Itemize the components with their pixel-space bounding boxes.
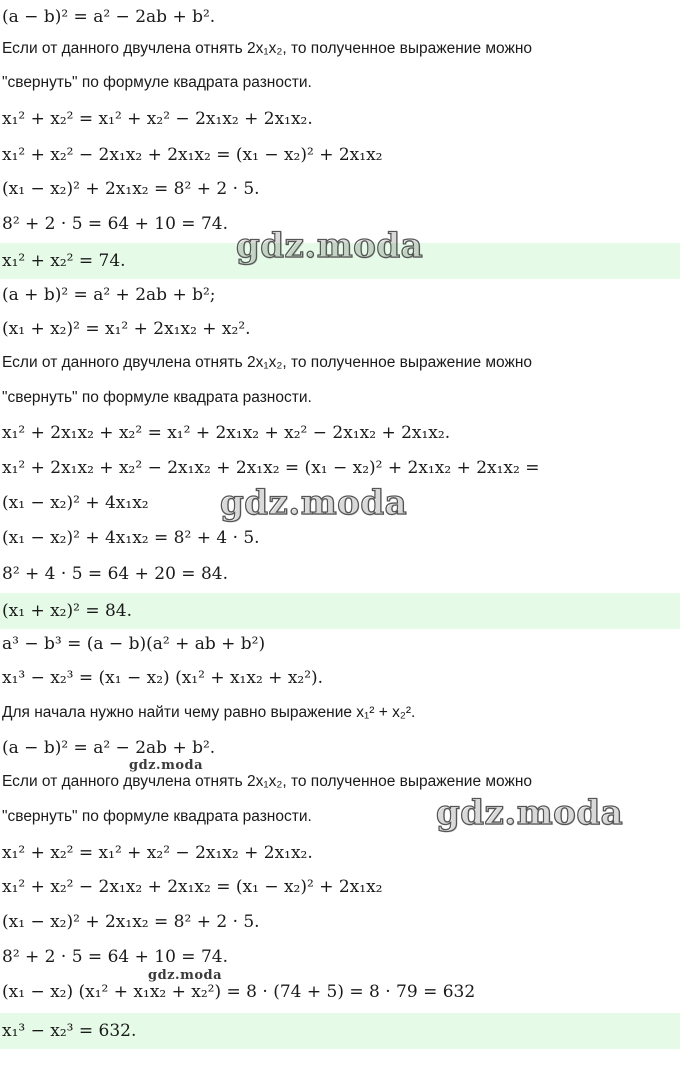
- equation-line: (a − b)² = a² − 2ab + b².: [2, 738, 216, 758]
- equation-line: (x₁ − x₂) (x₁² + x₁x₂ + x₂²) = 8 · (74 + 5) = 8 · 79 = 632: [2, 982, 476, 1002]
- equation-line: (x₁ − x₂)² + 4x₁x₂: [2, 493, 149, 513]
- equation-line: (x₁ + x₂)² = x₁² + 2x₁x₂ + x₂².: [2, 319, 251, 339]
- text-line: "свернуть" по формуле квадрата разности.: [2, 389, 312, 406]
- equation-line: x₁² + x₂² = x₁² + x₂² − 2x₁x₂ + 2x₁x₂.: [2, 843, 313, 863]
- equation-line: x₁² + x₂² = x₁² + x₂² − 2x₁x₂ + 2x₁x₂.: [2, 109, 313, 129]
- answer-line: x₁³ − x₂³ = 632.: [0, 1013, 680, 1049]
- equation-line: (x₁ − x₂)² + 2x₁x₂ = 8² + 2 · 5.: [2, 179, 260, 199]
- text-line: Если от данного двучлена отнять 2x₁x₂, то полученное выражение можно: [2, 40, 533, 57]
- text-line: Если от данного двучлена отнять 2x₁x₂, то полученное выражение можно: [2, 773, 533, 790]
- text-line: Для начала нужно найти чему равно выражение x₁² + x₂².: [2, 704, 416, 721]
- answer-line: (x₁ + x₂)² = 84.: [0, 593, 680, 629]
- equation-line: x₁² + x₂² − 2x₁x₂ + 2x₁x₂ = (x₁ − x₂)² + 2x₁x₂: [2, 145, 383, 165]
- equation-line: x₁² + 2x₁x₂ + x₂² = x₁² + 2x₁x₂ + x₂² − 2x₁x₂ + 2x₁x₂.: [2, 423, 451, 443]
- watermark-logo: gdz.moda: [236, 226, 424, 266]
- equation-line: a³ − b³ = (a − b)(a² + ab + b²): [2, 634, 266, 654]
- text-line: "свернуть" по формуле квадрата разности.: [2, 74, 312, 91]
- answer-line: x₁² + x₂² = 74.: [0, 243, 680, 279]
- equation-line: 8² + 2 · 5 = 64 + 10 = 74.: [2, 947, 228, 967]
- equation-line: x₁² + 2x₁x₂ + x₂² − 2x₁x₂ + 2x₁x₂ = (x₁ − x₂)² + 2x₁x₂ + 2x₁x₂ =: [2, 458, 540, 478]
- text-line: "свернуть" по формуле квадрата разности.: [2, 808, 312, 825]
- equation-line: (a + b)² = a² + 2ab + b²;: [2, 285, 216, 305]
- equation-line: (a − b)² = a² − 2ab + b².: [2, 7, 216, 27]
- watermark-logo: gdz.moda: [220, 483, 408, 523]
- equation-line: (x₁ − x₂)² + 4x₁x₂ = 8² + 4 · 5.: [2, 528, 260, 548]
- watermark-logo: gdz.moda: [436, 793, 624, 833]
- equation-line: (x₁ − x₂)² + 2x₁x₂ = 8² + 2 · 5.: [2, 912, 260, 932]
- equation-line: x₁² + x₂² − 2x₁x₂ + 2x₁x₂ = (x₁ − x₂)² + 2x₁x₂: [2, 877, 383, 897]
- equation-line: 8² + 2 · 5 = 64 + 10 = 74.: [2, 214, 228, 234]
- text-line: Если от данного двучлена отнять 2x₁x₂, то полученное выражение можно: [2, 354, 533, 371]
- watermark-logo: gdz.moda: [129, 758, 204, 773]
- watermark-logo: gdz.moda: [148, 968, 223, 983]
- equation-line: x₁³ − x₂³ = (x₁ − x₂) (x₁² + x₁x₂ + x₂²).: [2, 668, 324, 688]
- equation-line: 8² + 4 · 5 = 64 + 20 = 84.: [2, 564, 228, 584]
